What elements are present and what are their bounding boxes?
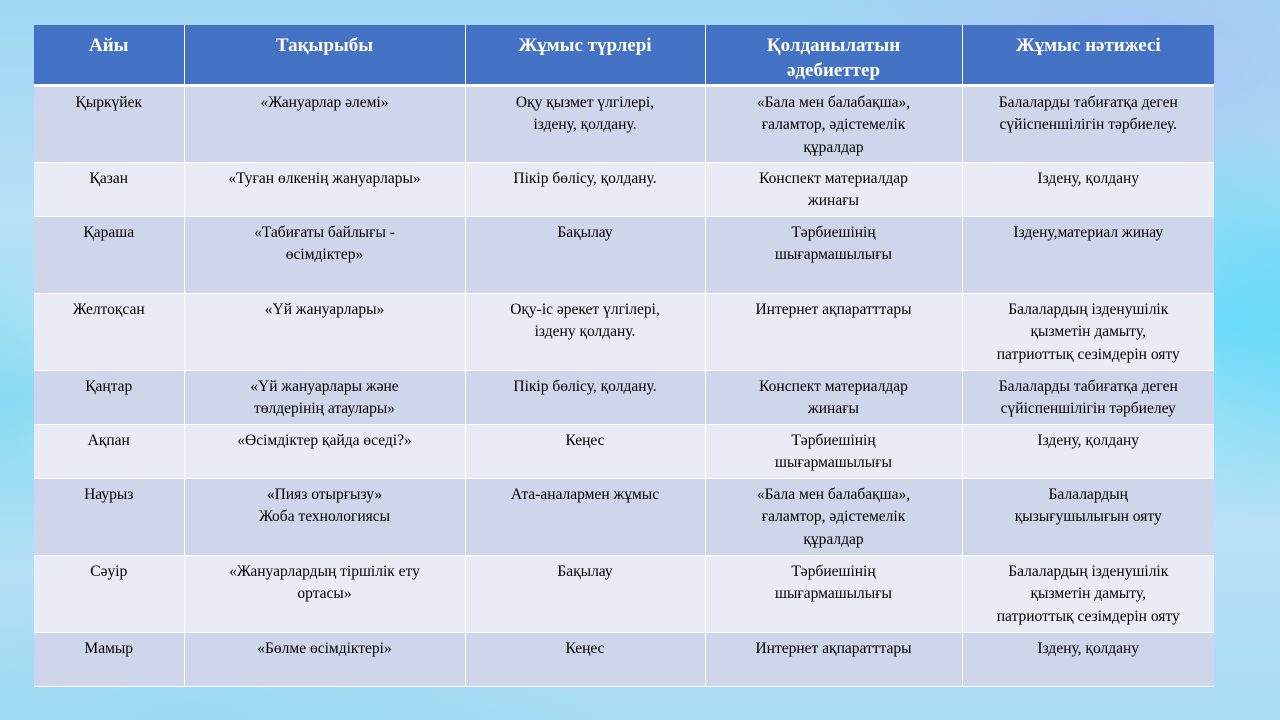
- header-text: әдебиеттер: [786, 60, 881, 81]
- column-header-topic: [184, 25, 465, 85]
- cell-literature: [705, 85, 962, 162]
- cell-result: [962, 293, 1214, 370]
- cell-text: Іздену, қолдану: [1037, 639, 1140, 657]
- cell-text: «Пияз отырғызу»: [266, 485, 383, 503]
- table-row: [34, 478, 1214, 555]
- cell-text: Конспект материалдар: [759, 377, 908, 395]
- column-header-month: [34, 25, 184, 85]
- cell-literature: [705, 162, 962, 216]
- table-row: [34, 85, 1214, 162]
- table-row: [34, 424, 1214, 478]
- cell-text: Желтоқсан: [72, 300, 145, 318]
- cell-work-type: [465, 162, 705, 216]
- cell-topic: [184, 424, 465, 478]
- cell-text: Кеңес: [565, 431, 605, 449]
- table-row: [34, 632, 1214, 686]
- cell-literature: [705, 370, 962, 424]
- cell-text: Балалардың ізденушілік: [1008, 562, 1169, 580]
- cell-topic: [184, 370, 465, 424]
- cell-month: [34, 216, 184, 293]
- cell-text: Іздену,материал жинау: [1013, 223, 1164, 241]
- cell-literature: [705, 424, 962, 478]
- work-plan-table: [34, 25, 1214, 687]
- cell-work-type: [465, 424, 705, 478]
- cell-work-type: [465, 632, 705, 686]
- cell-text: «Туған өлкенің жануарлары»: [228, 169, 421, 187]
- cell-text: Қараша: [83, 223, 135, 241]
- cell-work-type: [465, 370, 705, 424]
- cell-result: [962, 370, 1214, 424]
- cell-text: құралдар: [803, 530, 864, 548]
- cell-text: Балалардың ізденушілік: [1008, 300, 1169, 318]
- cell-text: Пікір бөлісу, қолдану.: [513, 377, 657, 395]
- table-row: [34, 293, 1214, 370]
- table-row: [34, 216, 1214, 293]
- cell-text: Сәуір: [90, 562, 128, 580]
- cell-text: Қазан: [89, 169, 128, 187]
- cell-text: қызығушылығын ояту: [1014, 508, 1162, 525]
- table-row: [34, 370, 1214, 424]
- cell-text: Пікір бөлісу, қолдану.: [513, 169, 657, 187]
- cell-topic: [184, 632, 465, 686]
- header-text: Қолданылатын: [766, 35, 901, 56]
- cell-text: патриоттық сезімдерін ояту: [996, 607, 1180, 625]
- cell-work-type: [465, 85, 705, 162]
- table-row: [34, 555, 1214, 632]
- header-text: Тақырыбы: [275, 35, 374, 56]
- cell-text: Ақпан: [87, 431, 130, 449]
- table-header: [34, 25, 1214, 85]
- cell-text: Оқу-іс әрекет үлгілері,: [510, 300, 660, 318]
- cell-month: [34, 478, 184, 555]
- cell-text: Бақылау: [557, 562, 613, 580]
- cell-result: [962, 555, 1214, 632]
- cell-text: «Табиғаты байлығы -: [254, 223, 395, 241]
- cell-month: [34, 424, 184, 478]
- cell-text: жинағы: [808, 400, 859, 417]
- cell-text: Балалардың: [1048, 485, 1128, 503]
- cell-topic: [184, 85, 465, 162]
- cell-text: ғаламтор, әдістемелік: [761, 116, 906, 133]
- cell-text: Іздену, қолдану: [1037, 169, 1140, 187]
- cell-result: [962, 424, 1214, 478]
- cell-text: Конспект материалдар: [759, 169, 908, 187]
- cell-text: шығармашылығы: [775, 585, 892, 602]
- cell-text: сүйіспеншілігін тәрбиелеу.: [999, 116, 1177, 133]
- column-header-literature: [705, 25, 962, 85]
- column-header-result: [962, 25, 1214, 85]
- header-text: Жұмыс түрлері: [518, 35, 652, 56]
- cell-text: іздену қолдану.: [534, 323, 636, 340]
- cell-text: ортасы»: [297, 585, 352, 602]
- cell-work-type: [465, 216, 705, 293]
- cell-literature: [705, 216, 962, 293]
- cell-month: [34, 85, 184, 162]
- cell-text: «Үй жануарлары»: [264, 300, 385, 318]
- cell-text: шығармашылығы: [775, 454, 892, 471]
- cell-month: [34, 632, 184, 686]
- cell-topic: [184, 555, 465, 632]
- cell-text: «Бөлме өсімдіктері»: [257, 639, 392, 657]
- cell-result: [962, 216, 1214, 293]
- cell-literature: [705, 632, 962, 686]
- cell-text: төлдерінің атаулары»: [254, 400, 395, 417]
- cell-month: [34, 555, 184, 632]
- cell-text: «Бала мен балабақша»,: [756, 485, 911, 503]
- cell-literature: [705, 555, 962, 632]
- cell-text: қызметін дамыту,: [1030, 585, 1146, 602]
- cell-work-type: [465, 555, 705, 632]
- cell-text: Тәрбиешінің: [791, 223, 876, 241]
- cell-text: «Өсімдіктер қайда өседі?»: [237, 431, 412, 449]
- cell-month: [34, 293, 184, 370]
- cell-text: Балаларды табиғатқа деген: [998, 377, 1178, 395]
- table-row: [34, 162, 1214, 216]
- cell-literature: [705, 293, 962, 370]
- cell-topic: [184, 293, 465, 370]
- cell-text: ғаламтор, әдістемелік: [761, 508, 906, 525]
- cell-text: Кеңес: [565, 639, 605, 657]
- column-header-work-type: [465, 25, 705, 85]
- cell-text: «Үй жануарлары және: [250, 377, 399, 395]
- cell-text: Оқу қызмет үлгілері,: [515, 93, 655, 111]
- header-text: Жұмыс нәтижесі: [1015, 35, 1161, 56]
- cell-result: [962, 478, 1214, 555]
- cell-text: Балаларды табиғатқа деген: [998, 93, 1178, 111]
- cell-text: «Жануарлар әлемі»: [260, 93, 389, 111]
- cell-month: [34, 162, 184, 216]
- cell-text: сүйіспеншілігін тәрбиелеу: [1000, 400, 1176, 417]
- cell-text: Мамыр: [84, 639, 134, 657]
- cell-text: Қыркүйек: [75, 93, 142, 111]
- cell-text: «Бала мен балабақша»,: [756, 93, 911, 111]
- cell-text: патриоттық сезімдерін ояту: [996, 345, 1180, 363]
- cell-text: қызметін дамыту,: [1030, 323, 1146, 340]
- cell-text: Тәрбиешінің: [791, 431, 876, 449]
- cell-topic: [184, 162, 465, 216]
- cell-text: жинағы: [808, 192, 859, 209]
- header-row: [34, 25, 1214, 85]
- table-body: [34, 85, 1214, 686]
- cell-text: Интернет ақпаратттары: [755, 300, 912, 318]
- cell-work-type: [465, 478, 705, 555]
- header-text: Айы: [88, 35, 129, 56]
- cell-text: «Жануарлардың тіршілік ету: [229, 562, 420, 580]
- cell-month: [34, 370, 184, 424]
- cell-text: іздену, қолдану.: [533, 116, 637, 133]
- cell-text: Іздену, қолдану: [1037, 431, 1140, 449]
- cell-literature: [705, 478, 962, 555]
- cell-text: өсімдіктер»: [285, 246, 364, 263]
- cell-topic: [184, 478, 465, 555]
- cell-topic: [184, 216, 465, 293]
- cell-result: [962, 85, 1214, 162]
- cell-text: құралдар: [803, 138, 864, 156]
- cell-text: шығармашылығы: [775, 246, 892, 263]
- cell-text: Жоба технологиясы: [258, 508, 391, 525]
- cell-work-type: [465, 293, 705, 370]
- cell-text: Тәрбиешінің: [791, 562, 876, 580]
- cell-text: Ата-аналармен жұмыс: [510, 485, 660, 503]
- cell-result: [962, 632, 1214, 686]
- cell-text: Интернет ақпаратттары: [755, 639, 912, 657]
- cell-text: Бақылау: [557, 223, 613, 241]
- cell-text: Қаңтар: [85, 377, 133, 395]
- cell-result: [962, 162, 1214, 216]
- cell-text: Наурыз: [84, 485, 134, 503]
